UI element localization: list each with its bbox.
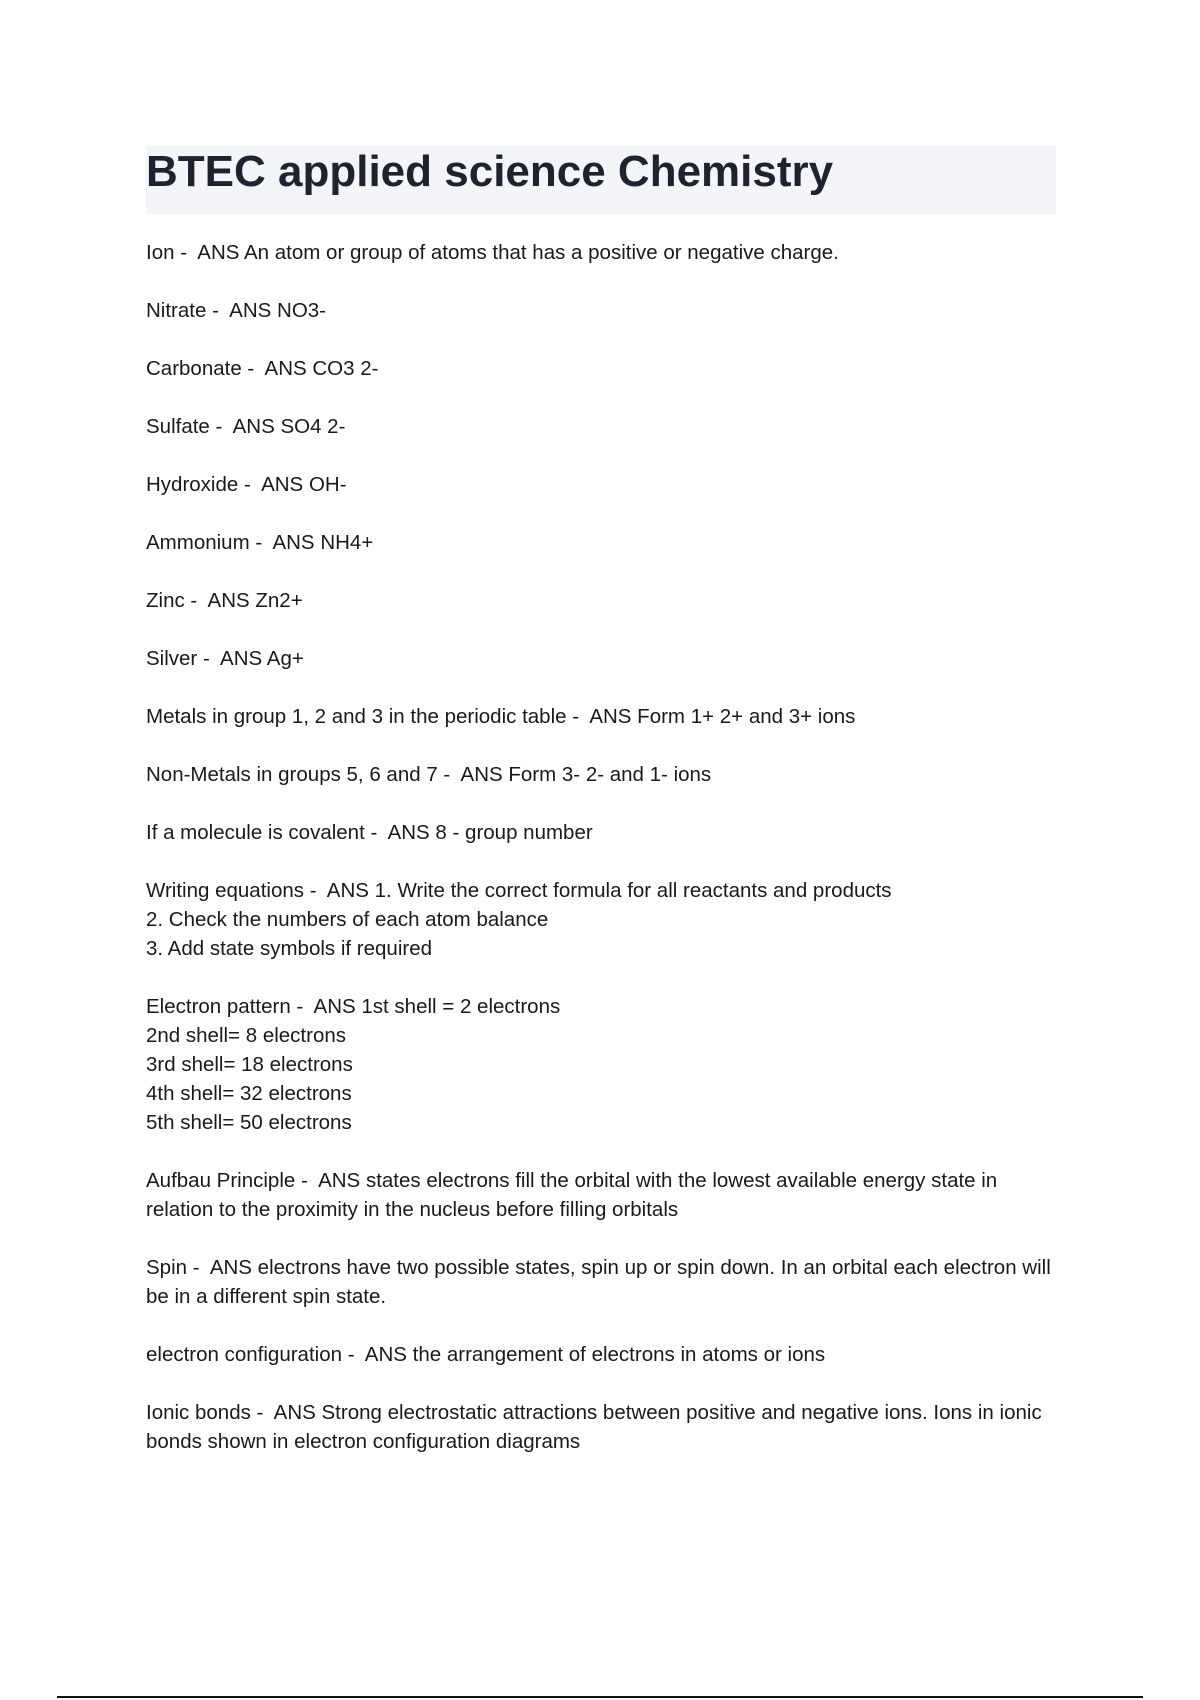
entry-answer-text: 3. Add state symbols if required [146,937,433,960]
entry-first-line [146,992,1056,1021]
entry-continuation-line [146,934,1056,963]
page-title: BTEC applied science Chemistry [146,147,834,196]
entry-answer-marker: - ANS [206,299,278,322]
entry-term: Silver [146,647,198,670]
entry-continuation-line [146,1108,1056,1137]
entry-term: Zinc [146,589,185,612]
flashcard-entry [146,992,1056,1137]
entry-first-line [146,702,1056,731]
entry-first-line [146,238,1056,267]
entry-answer-marker: - ANS [241,357,313,380]
flashcard-entry [146,1398,1056,1456]
entry-answer-text: electrons have two possible states, spin up or spin down. In an orbital each electron will be in a different spin state. [146,1256,1051,1308]
entry-term: Non-Metals in groups 5, 6 and 7 [146,763,438,786]
entry-answer-marker: - ANS [364,821,436,844]
flashcard-entry [146,296,1056,325]
entry-answer-text: An atom or group of atoms that has a positive or negative charge. [244,241,839,264]
entry-answer-marker: - ANS [174,241,244,264]
entry-term: Ion [146,241,175,264]
entry-answer-marker: - ANS [184,589,256,612]
entry-term: Electron pattern [146,995,291,1018]
entry-answer-text: NO3- [277,299,327,322]
flashcard-entry [146,528,1056,557]
entry-answer-text: CO3 2- [312,357,379,380]
entry-answer-text: 4th shell= 32 electrons [146,1082,352,1105]
entry-answer-text: 5th shell= 50 electrons [146,1111,352,1134]
entry-answer-text: NH4+ [320,531,374,554]
entry-answer-marker: - ANS [566,705,638,728]
entry-first-line [146,644,1056,673]
flashcard-list [146,238,1056,1485]
entry-answer-text: 8 - group number [435,821,593,844]
entry-first-line [146,1340,1056,1369]
entry-answer-marker: - ANS [295,1169,366,1192]
flashcard-entry [146,1340,1056,1369]
entry-first-line [146,876,1056,905]
entry-answer-text: the arrangement of electrons in atoms or ions [412,1343,826,1366]
flashcard-entry [146,1166,1056,1224]
entry-continuation-line [146,1021,1056,1050]
entry-answer-marker: - ANS [304,879,375,902]
flashcard-entry [146,644,1056,673]
entry-answer-text: Form 1+ 2+ and 3+ ions [637,705,856,728]
entry-answer-text: SO4 2- [280,415,346,438]
entry-term: electron configuration [146,1343,343,1366]
entry-first-line [146,296,1056,325]
entry-first-line [146,1398,1056,1456]
entry-answer-text: Strong electrostatic attractions between positive and negative ions. Ions in ionic bonds shown in electron configuration diagrams [146,1401,1042,1453]
entry-answer-marker: - ANS [290,995,362,1018]
entry-first-line [146,1253,1056,1311]
entry-continuation-line [146,1079,1056,1108]
entry-answer-text: Form 3- 2- and 1- ions [508,763,712,786]
entry-continuation-line [146,905,1056,934]
entry-answer-text: 2nd shell= 8 electrons [146,1024,347,1047]
entry-first-line [146,528,1056,557]
flashcard-entry [146,470,1056,499]
entry-term: Ionic bonds [146,1401,251,1424]
flashcard-entry [146,876,1056,963]
flashcard-entry [146,702,1056,731]
entry-answer-text: 2. Check the numbers of each atom balance [146,908,549,931]
entry-first-line [146,354,1056,383]
entry-term: Spin [146,1256,188,1279]
entry-answer-marker: - ANS [342,1343,413,1366]
entry-answer-text: Ag+ [266,647,304,670]
entry-first-line [146,1166,1056,1224]
flashcard-entry [146,238,1056,267]
entry-term: If a molecule is covalent [146,821,365,844]
entry-answer-marker: - ANS [250,1401,322,1424]
flashcard-entry [146,818,1056,847]
flashcard-entry [146,1253,1056,1311]
entry-term: Hydroxide [146,473,239,496]
entry-term: Sulfate [146,415,210,438]
entry-first-line [146,470,1056,499]
entry-term: Aufbau Principle [146,1169,296,1192]
flashcard-entry [146,586,1056,615]
entry-answer-marker: - ANS [437,763,509,786]
entry-term: Writing equations [146,879,305,902]
entry-answer-marker: - ANS [187,1256,258,1279]
entry-answer-marker: - ANS [197,647,267,670]
entry-term: Nitrate [146,299,207,322]
entry-answer-text: 3rd shell= 18 electrons [146,1053,353,1076]
entry-answer-text: OH- [308,473,347,496]
flashcard-entry [146,354,1056,383]
entry-answer-marker: - ANS [238,473,309,496]
entry-answer-text: states electrons fill the orbital with the lowest available energy state in relation to the proximity in the nucleus before filling orbitals [146,1169,998,1221]
entry-first-line [146,412,1056,441]
entry-answer-text: 1. Write the correct formula for all reactants and products [374,879,892,902]
entry-answer-marker: - ANS [209,415,281,438]
flashcard-entry [146,412,1056,441]
entry-first-line [146,760,1056,789]
entry-term: Ammonium [146,531,250,554]
entry-term: Metals in group 1, 2 and 3 in the periodic table [146,705,567,728]
entry-answer-text: Zn2+ [255,589,303,612]
flashcard-entry [146,760,1056,789]
entry-continuation-line [146,1050,1056,1079]
entry-answer-marker: - ANS [249,531,321,554]
entry-term: Carbonate [146,357,242,380]
footer-divider [57,1696,1143,1698]
entry-first-line [146,586,1056,615]
entry-answer-text: 1st shell = 2 electrons [361,995,561,1018]
entry-first-line [146,818,1056,847]
